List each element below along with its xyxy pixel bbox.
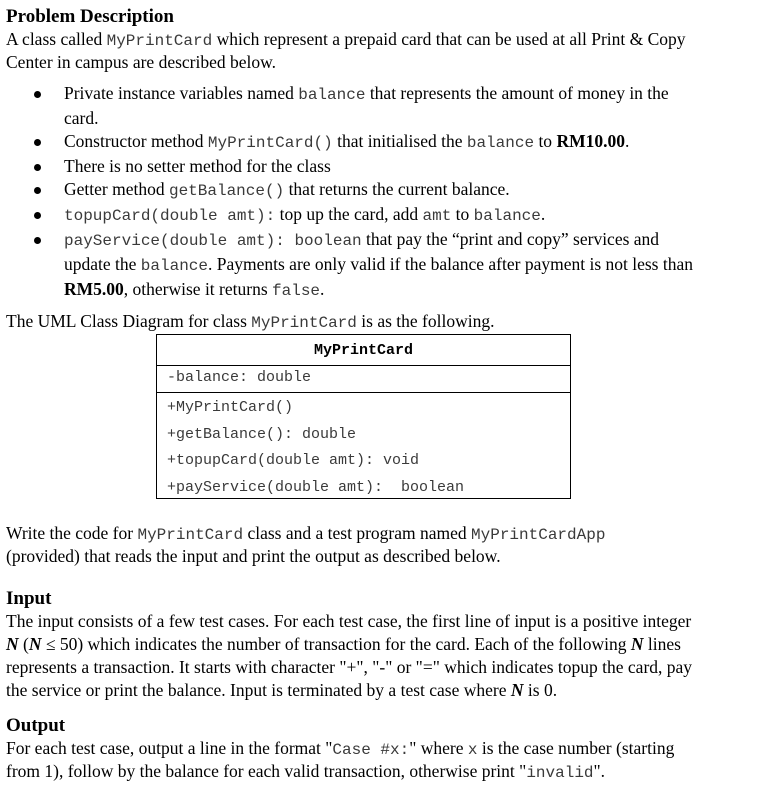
problem-intro-line-1: A class called MyPrintCard which represent a prepaid card that can be used at all Print & Copy: [6, 29, 686, 50]
bullet-icon: [34, 212, 41, 219]
list-item: Getter method getBalance() that returns the current balance.: [0, 178, 740, 203]
list-item: topupCard(double amt): top up the card, add amt to balance.: [0, 203, 740, 228]
list-item: payService(double amt): boolean that pay the “print and copy” services and update the balance. Payments are only valid if the balance after payment is not less than RM5.00, otherwise it returns false.: [0, 228, 740, 303]
bullet-icon: [34, 237, 41, 244]
task-line-1: Write the code for MyPrintCard class and a test program named MyPrintCardApp: [6, 523, 606, 544]
uml-intro: The UML Class Diagram for class MyPrintCard is as the following.: [6, 311, 495, 332]
uml-method: +topupCard(double amt): void: [167, 452, 420, 469]
list-item: Private instance variables named balance that represents the amount of money in the card.: [0, 82, 740, 130]
problem-heading: Problem Description: [6, 6, 174, 27]
output-line-1: For each test case, output a line in the format "Case #x:" where x is the case number (starting: [6, 738, 675, 759]
uml-method: +MyPrintCard(): [167, 399, 294, 416]
input-line-3: represents a transaction. It starts with character "+", "-" or "=" which indicates topup the card, pay: [6, 657, 693, 677]
bullet-icon: [34, 91, 41, 98]
uml-method: +getBalance(): double: [167, 426, 357, 443]
uml-attributes-section: [157, 365, 570, 393]
uml-attribute: -balance: double: [167, 369, 312, 386]
list-item: Constructor method MyPrintCard() that initialised the balance to RM10.00.: [0, 130, 740, 155]
uml-class-diagram: [156, 334, 571, 499]
requirements-list: [0, 82, 740, 303]
uml-class-name: MyPrintCard: [157, 335, 570, 366]
input-line-4: the service or print the balance. Input is terminated by a test case where N is 0.: [6, 680, 558, 700]
task-line-2: (provided) that reads the input and print the output as described below.: [6, 546, 501, 566]
input-line-2: N (N ≤ 50) which indicates the number of transaction for the card. Each of the following N lines: [6, 634, 681, 654]
bullet-icon: [34, 139, 41, 146]
list-item: There is no setter method for the class: [0, 155, 740, 178]
bullet-icon: [34, 187, 41, 194]
bullet-icon: [34, 164, 41, 171]
input-heading: Input: [6, 588, 52, 609]
output-heading: Output: [6, 715, 66, 736]
output-line-2: from 1), follow by the balance for each valid transaction, otherwise print "invalid".: [6, 761, 606, 782]
uml-method: +payService(double amt): boolean: [167, 479, 465, 496]
problem-intro-line-2: Center in campus are described below.: [6, 52, 277, 72]
input-line-1: The input consists of a few test cases. For each test case, the first line of input is a positive integer: [6, 611, 692, 631]
